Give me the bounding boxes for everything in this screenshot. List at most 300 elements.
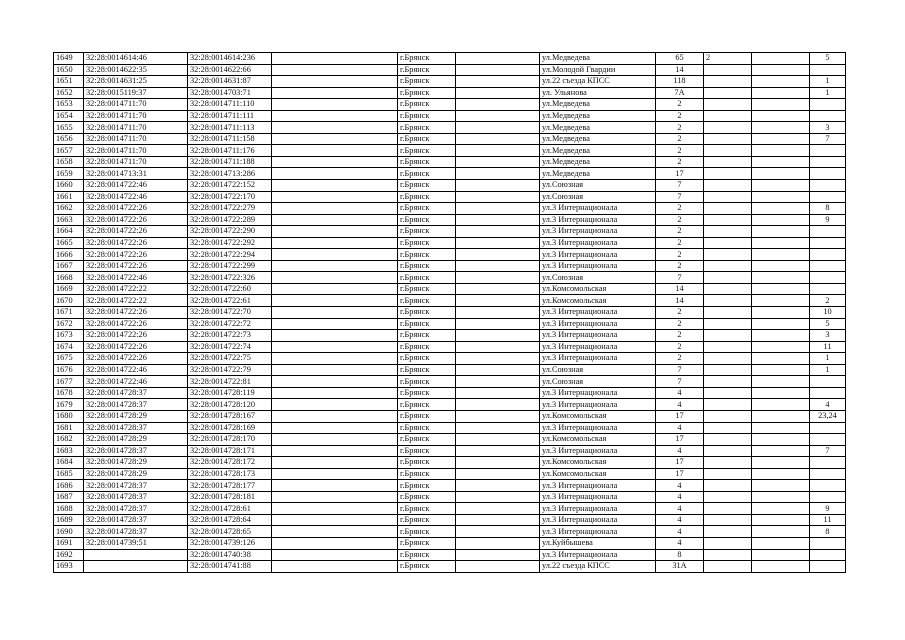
row-number-cell: 1653: [54, 99, 84, 111]
blank-col-b-cell: [456, 145, 540, 157]
street-cell: ул.3 Интернационала: [540, 514, 656, 526]
row-number-cell: 1652: [54, 87, 84, 99]
city-cell: г.Брянск: [398, 226, 456, 238]
house-number-cell: 4: [656, 387, 704, 399]
blank-col-c-cell: [752, 156, 810, 168]
cadastral-number-cell: 32:28:0014728:172: [188, 457, 272, 469]
building-number-cell: [704, 226, 752, 238]
street-cell: ул.3 Интернационала: [540, 203, 656, 215]
cadastral-number-cell: 32:28:0014711:188: [188, 156, 272, 168]
blank-col-a-cell: [272, 364, 398, 376]
cadastral-block-cell: [84, 549, 188, 561]
row-number-cell: 1670: [54, 295, 84, 307]
building-number-cell: [704, 64, 752, 76]
street-cell: ул.3 Интернационала: [540, 330, 656, 342]
street-cell: ул.Медведева: [540, 110, 656, 122]
apartment-number-cell: [810, 145, 846, 157]
blank-col-c-cell: [752, 561, 810, 573]
city-cell: г.Брянск: [398, 53, 456, 65]
apartment-number-cell: 5: [810, 318, 846, 330]
apartment-number-cell: 1: [810, 353, 846, 365]
blank-col-a-cell: [272, 503, 398, 515]
street-cell: ул.Союзная: [540, 272, 656, 284]
building-number-cell: [704, 133, 752, 145]
building-number-cell: [704, 549, 752, 561]
building-number-cell: [704, 214, 752, 226]
cadastral-number-cell: 32:28:0014722:72: [188, 318, 272, 330]
city-cell: г.Брянск: [398, 549, 456, 561]
city-cell: г.Брянск: [398, 468, 456, 480]
apartment-number-cell: [810, 110, 846, 122]
cadastral-block-cell: 32:28:0014711:70: [84, 145, 188, 157]
blank-col-c-cell: [752, 214, 810, 226]
building-number-cell: [704, 168, 752, 180]
table-row: [54, 53, 846, 65]
building-number-cell: [704, 180, 752, 192]
document-sheet: [53, 52, 845, 573]
house-number-cell: 14: [656, 283, 704, 295]
apartment-number-cell: [810, 387, 846, 399]
city-cell: г.Брянск: [398, 203, 456, 215]
cadastral-block-cell: 32:28:0014722:46: [84, 364, 188, 376]
cadastral-block-cell: 32:28:0014728:37: [84, 526, 188, 538]
row-number-cell: 1658: [54, 156, 84, 168]
blank-col-a-cell: [272, 549, 398, 561]
cadastral-number-cell: 32:28:0014722:75: [188, 353, 272, 365]
blank-col-c-cell: [752, 330, 810, 342]
cadastral-number-cell: 32:28:0014711:176: [188, 145, 272, 157]
cadastral-number-cell: 32:28:0014722:79: [188, 364, 272, 376]
blank-col-b-cell: [456, 353, 540, 365]
blank-col-c-cell: [752, 341, 810, 353]
city-cell: г.Брянск: [398, 445, 456, 457]
blank-col-b-cell: [456, 457, 540, 469]
street-cell: ул.Медведева: [540, 122, 656, 134]
street-cell: ул.3 Интернационала: [540, 422, 656, 434]
table-row: [54, 468, 846, 480]
table-row: [54, 549, 846, 561]
blank-col-a-cell: [272, 191, 398, 203]
blank-col-b-cell: [456, 491, 540, 503]
house-number-cell: 7: [656, 180, 704, 192]
street-cell: ул.Союзная: [540, 191, 656, 203]
city-cell: г.Брянск: [398, 353, 456, 365]
table-row: [54, 180, 846, 192]
city-cell: г.Брянск: [398, 376, 456, 388]
blank-col-b-cell: [456, 468, 540, 480]
house-number-cell: 14: [656, 64, 704, 76]
house-number-cell: 17: [656, 468, 704, 480]
cadastral-block-cell: 32:28:0014728:29: [84, 434, 188, 446]
house-number-cell: 2: [656, 133, 704, 145]
row-number-cell: 1669: [54, 283, 84, 295]
blank-col-a-cell: [272, 64, 398, 76]
table-row: [54, 87, 846, 99]
blank-col-c-cell: [752, 64, 810, 76]
blank-col-a-cell: [272, 156, 398, 168]
house-number-cell: 4: [656, 514, 704, 526]
blank-col-c-cell: [752, 457, 810, 469]
blank-col-c-cell: [752, 491, 810, 503]
row-number-cell: 1674: [54, 341, 84, 353]
table-row: [54, 341, 846, 353]
blank-col-c-cell: [752, 434, 810, 446]
street-cell: ул.Куйбышева: [540, 537, 656, 549]
building-number-cell: [704, 156, 752, 168]
building-number-cell: [704, 537, 752, 549]
building-number-cell: [704, 526, 752, 538]
building-number-cell: [704, 283, 752, 295]
table-row: [54, 133, 846, 145]
table-body: [54, 53, 846, 573]
blank-col-b-cell: [456, 191, 540, 203]
blank-col-b-cell: [456, 410, 540, 422]
house-number-cell: 4: [656, 480, 704, 492]
cadastral-block-cell: 32:28:0014631:25: [84, 76, 188, 88]
blank-col-b-cell: [456, 549, 540, 561]
cadastral-block-cell: 32:28:0014728:29: [84, 410, 188, 422]
table-row: [54, 434, 846, 446]
house-number-cell: 8: [656, 549, 704, 561]
cadastral-number-cell: 32:28:0014728:169: [188, 422, 272, 434]
table-row: [54, 122, 846, 134]
house-number-cell: 4: [656, 399, 704, 411]
table-row: [54, 203, 846, 215]
cadastral-block-cell: 32:28:0014722:26: [84, 260, 188, 272]
blank-col-b-cell: [456, 514, 540, 526]
building-number-cell: [704, 76, 752, 88]
cadastral-block-cell: 32:28:0014728:29: [84, 457, 188, 469]
blank-col-a-cell: [272, 353, 398, 365]
table-row: [54, 99, 846, 111]
row-number-cell: 1685: [54, 468, 84, 480]
blank-col-b-cell: [456, 87, 540, 99]
row-number-cell: 1682: [54, 434, 84, 446]
table-row: [54, 514, 846, 526]
building-number-cell: [704, 260, 752, 272]
cadastral-number-cell: 32:28:0014728:120: [188, 399, 272, 411]
city-cell: г.Брянск: [398, 214, 456, 226]
cadastral-block-cell: 32:28:0014722:46: [84, 191, 188, 203]
blank-col-c-cell: [752, 76, 810, 88]
row-number-cell: 1657: [54, 145, 84, 157]
building-number-cell: [704, 387, 752, 399]
cadastral-number-cell: 32:28:0014722:279: [188, 203, 272, 215]
apartment-number-cell: [810, 537, 846, 549]
row-number-cell: 1655: [54, 122, 84, 134]
row-number-cell: 1683: [54, 445, 84, 457]
building-number-cell: [704, 341, 752, 353]
blank-col-c-cell: [752, 87, 810, 99]
apartment-number-cell: [810, 468, 846, 480]
house-number-cell: 65: [656, 53, 704, 65]
apartment-number-cell: [810, 180, 846, 192]
cadastral-number-cell: 32:28:0014722:292: [188, 237, 272, 249]
blank-col-b-cell: [456, 76, 540, 88]
blank-col-a-cell: [272, 237, 398, 249]
street-cell: ул.3 Интернационала: [540, 503, 656, 515]
city-cell: г.Брянск: [398, 526, 456, 538]
building-number-cell: [704, 353, 752, 365]
city-cell: г.Брянск: [398, 156, 456, 168]
blank-col-c-cell: [752, 203, 810, 215]
blank-col-a-cell: [272, 295, 398, 307]
apartment-number-cell: [810, 283, 846, 295]
city-cell: г.Брянск: [398, 272, 456, 284]
blank-col-a-cell: [272, 387, 398, 399]
apartment-number-cell: 5: [810, 53, 846, 65]
cadastral-number-cell: 32:28:0014703:71: [188, 87, 272, 99]
apartment-number-cell: 8: [810, 526, 846, 538]
building-number-cell: [704, 87, 752, 99]
house-number-cell: 2: [656, 318, 704, 330]
city-cell: г.Брянск: [398, 422, 456, 434]
street-cell: ул.3 Интернационала: [540, 353, 656, 365]
street-cell: ул.Комсомольская: [540, 295, 656, 307]
row-number-cell: 1691: [54, 537, 84, 549]
blank-col-a-cell: [272, 307, 398, 319]
cadastral-block-cell: 32:28:0014722:26: [84, 330, 188, 342]
row-number-cell: 1692: [54, 549, 84, 561]
blank-col-c-cell: [752, 387, 810, 399]
cadastral-number-cell: 32:28:0014722:73: [188, 330, 272, 342]
city-cell: г.Брянск: [398, 260, 456, 272]
row-number-cell: 1681: [54, 422, 84, 434]
blank-col-a-cell: [272, 87, 398, 99]
row-number-cell: 1689: [54, 514, 84, 526]
table-row: [54, 64, 846, 76]
blank-col-b-cell: [456, 364, 540, 376]
building-number-cell: 2: [704, 53, 752, 65]
blank-col-b-cell: [456, 249, 540, 261]
building-number-cell: [704, 480, 752, 492]
city-cell: г.Брянск: [398, 561, 456, 573]
building-number-cell: [704, 561, 752, 573]
house-number-cell: 17: [656, 434, 704, 446]
cadastral-number-cell: 32:28:0014739:126: [188, 537, 272, 549]
blank-col-a-cell: [272, 537, 398, 549]
apartment-number-cell: [810, 422, 846, 434]
cadastral-number-cell: 32:28:0014722:294: [188, 249, 272, 261]
row-number-cell: 1662: [54, 203, 84, 215]
row-number-cell: 1679: [54, 399, 84, 411]
table-row: [54, 272, 846, 284]
apartment-number-cell: [810, 434, 846, 446]
cadastral-number-cell: 32:28:0014722:170: [188, 191, 272, 203]
row-number-cell: 1656: [54, 133, 84, 145]
apartment-number-cell: [810, 249, 846, 261]
table-row: [54, 330, 846, 342]
apartment-number-cell: 1: [810, 76, 846, 88]
building-number-cell: [704, 272, 752, 284]
street-cell: ул.Медведева: [540, 145, 656, 157]
cadastral-block-cell: 32:28:0014722:26: [84, 237, 188, 249]
city-cell: г.Брянск: [398, 307, 456, 319]
cadastral-number-cell: 32:28:0014614:236: [188, 53, 272, 65]
building-number-cell: [704, 376, 752, 388]
blank-col-c-cell: [752, 191, 810, 203]
row-number-cell: 1651: [54, 76, 84, 88]
blank-col-a-cell: [272, 445, 398, 457]
cadastral-number-cell: 32:28:0014728:181: [188, 491, 272, 503]
cadastral-block-cell: 32:28:0014728:37: [84, 387, 188, 399]
cadastral-block-cell: 32:28:0014722:26: [84, 307, 188, 319]
blank-col-a-cell: [272, 226, 398, 238]
street-cell: ул.Комсомольская: [540, 283, 656, 295]
house-number-cell: 4: [656, 526, 704, 538]
table-row: [54, 237, 846, 249]
table-row: [54, 295, 846, 307]
blank-col-c-cell: [752, 226, 810, 238]
street-cell: ул.3 Интернационала: [540, 341, 656, 353]
row-number-cell: 1676: [54, 364, 84, 376]
table-row: [54, 445, 846, 457]
cadastral-block-cell: 32:28:0014722:26: [84, 249, 188, 261]
apartment-number-cell: 3: [810, 330, 846, 342]
city-cell: г.Брянск: [398, 180, 456, 192]
blank-col-b-cell: [456, 156, 540, 168]
cadastral-number-cell: 32:28:0014728:61: [188, 503, 272, 515]
blank-col-c-cell: [752, 249, 810, 261]
table-row: [54, 110, 846, 122]
row-number-cell: 1665: [54, 237, 84, 249]
house-number-cell: 14: [656, 295, 704, 307]
blank-col-a-cell: [272, 422, 398, 434]
blank-col-b-cell: [456, 295, 540, 307]
blank-col-b-cell: [456, 99, 540, 111]
blank-col-a-cell: [272, 145, 398, 157]
table-row: [54, 376, 846, 388]
row-number-cell: 1668: [54, 272, 84, 284]
blank-col-b-cell: [456, 122, 540, 134]
building-number-cell: [704, 364, 752, 376]
blank-col-b-cell: [456, 168, 540, 180]
table-row: [54, 422, 846, 434]
cadastral-number-cell: 32:28:0014728:64: [188, 514, 272, 526]
cadastral-number-cell: 32:28:0014711:158: [188, 133, 272, 145]
house-number-cell: 4: [656, 491, 704, 503]
blank-col-a-cell: [272, 203, 398, 215]
apartment-number-cell: [810, 99, 846, 111]
city-cell: г.Брянск: [398, 122, 456, 134]
cadastral-number-cell: 32:28:0014722:299: [188, 260, 272, 272]
street-cell: ул.3 Интернационала: [540, 260, 656, 272]
land-registry-table: [53, 52, 846, 573]
blank-col-a-cell: [272, 457, 398, 469]
apartment-number-cell: 3: [810, 122, 846, 134]
row-number-cell: 1673: [54, 330, 84, 342]
house-number-cell: 2: [656, 203, 704, 215]
blank-col-b-cell: [456, 341, 540, 353]
blank-col-a-cell: [272, 341, 398, 353]
blank-col-a-cell: [272, 410, 398, 422]
table-row: [54, 156, 846, 168]
table-row: [54, 387, 846, 399]
building-number-cell: [704, 399, 752, 411]
apartment-number-cell: 11: [810, 341, 846, 353]
street-cell: ул.3 Интернационала: [540, 237, 656, 249]
city-cell: г.Брянск: [398, 410, 456, 422]
row-number-cell: 1667: [54, 260, 84, 272]
building-number-cell: [704, 410, 752, 422]
house-number-cell: 2: [656, 330, 704, 342]
row-number-cell: 1680: [54, 410, 84, 422]
table-row: [54, 480, 846, 492]
apartment-number-cell: [810, 376, 846, 388]
blank-col-c-cell: [752, 537, 810, 549]
blank-col-b-cell: [456, 237, 540, 249]
street-cell: ул.3 Интернационала: [540, 249, 656, 261]
cadastral-number-cell: 32:28:0014711:113: [188, 122, 272, 134]
building-number-cell: [704, 99, 752, 111]
blank-col-b-cell: [456, 214, 540, 226]
table-row: [54, 145, 846, 157]
blank-col-a-cell: [272, 434, 398, 446]
house-number-cell: 2: [656, 249, 704, 261]
building-number-cell: [704, 457, 752, 469]
cadastral-block-cell: 32:28:0014728:37: [84, 503, 188, 515]
blank-col-c-cell: [752, 133, 810, 145]
cadastral-block-cell: 32:28:0014722:46: [84, 180, 188, 192]
blank-col-a-cell: [272, 249, 398, 261]
blank-col-a-cell: [272, 168, 398, 180]
row-number-cell: 1686: [54, 480, 84, 492]
blank-col-b-cell: [456, 133, 540, 145]
city-cell: г.Брянск: [398, 330, 456, 342]
blank-col-a-cell: [272, 99, 398, 111]
city-cell: г.Брянск: [398, 434, 456, 446]
apartment-number-cell: [810, 226, 846, 238]
building-number-cell: [704, 434, 752, 446]
city-cell: г.Брянск: [398, 295, 456, 307]
row-number-cell: 1684: [54, 457, 84, 469]
street-cell: ул.Медведева: [540, 133, 656, 145]
table-row: [54, 457, 846, 469]
row-number-cell: 1671: [54, 307, 84, 319]
apartment-number-cell: [810, 156, 846, 168]
city-cell: г.Брянск: [398, 503, 456, 515]
cadastral-block-cell: 32:28:0014711:70: [84, 122, 188, 134]
blank-col-b-cell: [456, 203, 540, 215]
building-number-cell: [704, 191, 752, 203]
building-number-cell: [704, 514, 752, 526]
cadastral-number-cell: 32:28:0014741:88: [188, 561, 272, 573]
blank-col-b-cell: [456, 480, 540, 492]
cadastral-block-cell: 32:28:0015119:37: [84, 87, 188, 99]
street-cell: ул.22 съезда КПСС: [540, 76, 656, 88]
blank-col-b-cell: [456, 445, 540, 457]
cadastral-block-cell: 32:28:0014728:37: [84, 491, 188, 503]
house-number-cell: 7А: [656, 87, 704, 99]
building-number-cell: [704, 203, 752, 215]
cadastral-block-cell: 32:28:0014722:22: [84, 283, 188, 295]
apartment-number-cell: 2: [810, 295, 846, 307]
house-number-cell: 4: [656, 422, 704, 434]
blank-col-a-cell: [272, 180, 398, 192]
table-row: [54, 353, 846, 365]
cadastral-block-cell: 32:28:0014711:70: [84, 99, 188, 111]
city-cell: г.Брянск: [398, 87, 456, 99]
building-number-cell: [704, 503, 752, 515]
apartment-number-cell: [810, 457, 846, 469]
apartment-number-cell: [810, 191, 846, 203]
street-cell: ул.3 Интернационала: [540, 399, 656, 411]
cadastral-number-cell: 32:28:0014728:65: [188, 526, 272, 538]
house-number-cell: 2: [656, 214, 704, 226]
blank-col-a-cell: [272, 491, 398, 503]
blank-col-c-cell: [752, 410, 810, 422]
street-cell: ул.3 Интернационала: [540, 318, 656, 330]
